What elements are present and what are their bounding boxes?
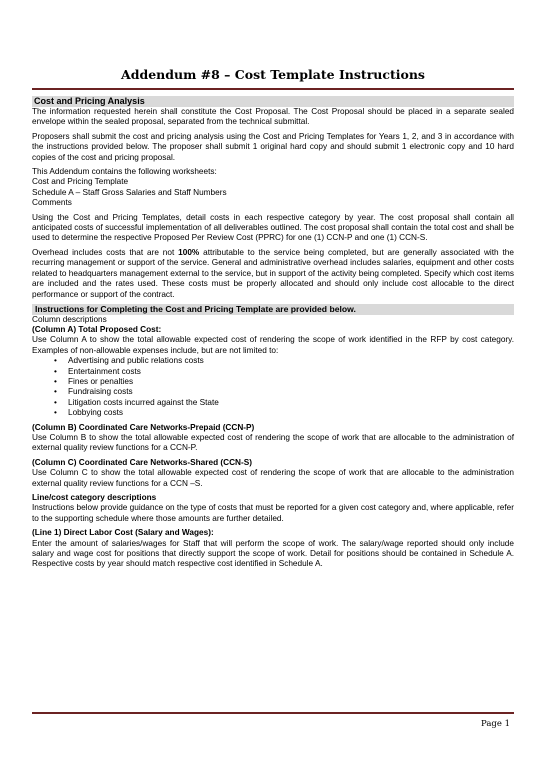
paragraph-templates: Using the Cost and Pricing Templates, detail costs in each respective category by year. The cost proposal shall contain all anticipated costs of successful implementation of all deliverables outlined. The cost proposal shall contain the total cost and shall be used to determine the respective Proposed Per Review Cost (PPRC) for one (1) CCN-P and one (1) CCN-S. bbox=[32, 212, 514, 243]
paragraph-cost-proposal: The information requested herein shall constitute the Cost Proposal. The Cost Proposal should be placed in a separate sealed envelope within the sealed proposal, separated from the technical submittal. bbox=[32, 107, 514, 127]
column-b-text: Use Column B to show the total allowable expected cost of rendering the scope of work that are allocable to the administration of external quality review functions for a CCN-P. bbox=[32, 432, 514, 453]
column-c-heading: (Column C) Coordinated Care Networks-Shared (CCN-S) bbox=[32, 457, 253, 467]
bullet-icon: • bbox=[54, 356, 57, 366]
page-title: Addendum #8 – Cost Template Instructions bbox=[121, 67, 425, 82]
list-item: • Fines or penalties bbox=[54, 376, 134, 386]
column-c-text: Use Column C to show the total allowable expected cost of rendering the scope of work that are allocable to the administration external quality review functions for a CCN –S. bbox=[32, 468, 514, 488]
worksheet-list bbox=[32, 167, 514, 209]
footer-rule bbox=[32, 712, 514, 714]
section-heading-cost-pricing: Cost and Pricing Analysis bbox=[32, 96, 514, 107]
list-item: • Advertising and public relations costs bbox=[54, 356, 204, 366]
header-rule bbox=[32, 88, 514, 90]
paragraph-overhead bbox=[32, 248, 514, 300]
worksheet-item: Comments bbox=[32, 198, 72, 208]
section-heading-instructions: Instructions for Completing the Cost and Pricing Template are provided below. bbox=[32, 304, 514, 315]
list-item: • Lobbying costs bbox=[54, 408, 124, 418]
line-category-heading: Line/cost category descriptions bbox=[32, 493, 157, 502]
column-a-text: Use Column A to show the total allowable expected cost of rendering the scope of work identified in the RFP by cost category. Examples of non-allowable expenses include, but are not limited to: bbox=[32, 335, 514, 355]
line-1-heading: (Line 1) Direct Labor Cost (Salary and Wages): bbox=[32, 528, 214, 538]
overhead-percent: 100% bbox=[178, 247, 200, 257]
list-item: • Entertainment costs bbox=[54, 366, 141, 376]
list-item: • Fundraising costs bbox=[54, 387, 133, 397]
bullet-icon: • bbox=[54, 408, 57, 418]
column-b-heading: (Column B) Coordinated Care Networks-Prepaid (CCN-P) bbox=[32, 422, 255, 432]
worksheet-item: Cost and Pricing Template bbox=[32, 177, 129, 187]
bullet-icon: • bbox=[54, 397, 57, 407]
non-allowable-list bbox=[32, 356, 514, 418]
bullet-icon: • bbox=[54, 376, 57, 386]
column-a-heading: (Column A) Total Proposed Cost: bbox=[32, 324, 162, 334]
line-category-text: Instructions below provide guidance on the type of costs that must be reported for a given cost category and, where applicable, refer to the supporting schedule where those amounts are further detailed. bbox=[32, 503, 514, 523]
page-number: Page 1 bbox=[481, 719, 510, 729]
bullet-icon: • bbox=[54, 366, 57, 376]
paragraph-submission: Proposers shall submit the cost and pricing analysis using the Cost and Pricing Templates for Years 1, 2, and 3 in accordance with the instructions provided below. The proposer shall submit 1 original hard copy and should submit 1 electronic copy and 10 hard copies of the cost and pricing proposal. bbox=[32, 131, 514, 162]
overhead-text-post: attributable to the service being completed, but are generally associated with the recurring management or support of the service. General and administrative overhead includes salaries, equipment and other costs related to headquarters management external to the service, but in support of the activity being completed. Specify which cost items are included and the rates used. These costs must be properly allocated and should only include cost allocable to the direct performance or support of the contract. bbox=[32, 247, 514, 299]
list-item: • Litigation costs incurred against the State bbox=[54, 397, 219, 407]
bullet-icon: • bbox=[54, 387, 57, 397]
worksheet-intro: This Addendum contains the following worksheets: bbox=[32, 167, 217, 177]
worksheet-item: Schedule A – Staff Gross Salaries and Staff Numbers bbox=[32, 187, 227, 197]
line-1-text: Enter the amount of salaries/wages for Staff that will perform the scope of work. The salary/wage reported should only include salary and wage cost for positions that directly support the scope of work. Detail for positions should be contained in Schedule A. Respective costs by year should match respective cost identified in Schedule A. bbox=[32, 538, 514, 569]
overhead-text-pre: Overhead includes costs that are not bbox=[32, 247, 179, 257]
column-descriptions-label: Column descriptions bbox=[32, 314, 107, 324]
